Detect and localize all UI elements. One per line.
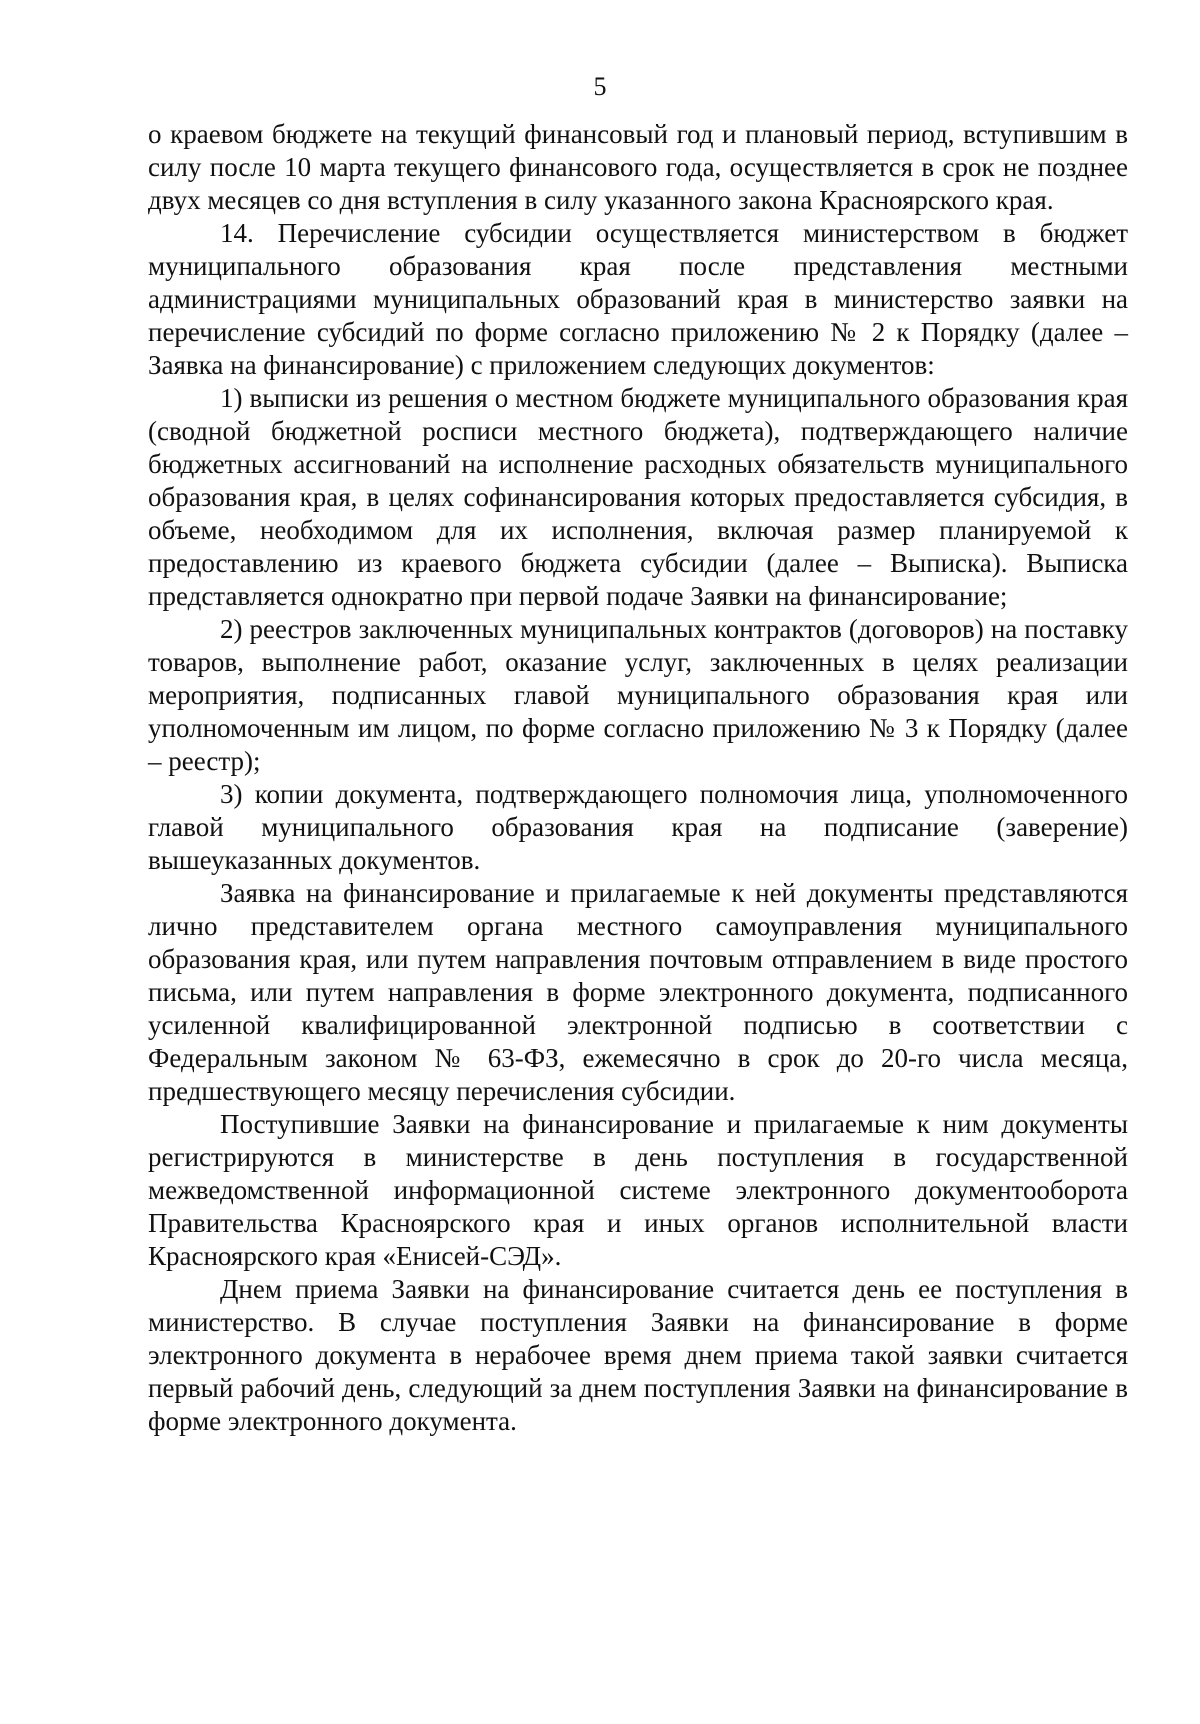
paragraph-submission: Заявка на финансирование и прилагаемые к ней документы представляются лично представителем органа местного самоуправления муниципального образования края, или путем направления почтовым отправлением в виде простого письма, или путем направления в форме электронного документа, подписанного усиленной квалифицированной электронной подписью в соответствии с Федеральным законом № 63-ФЗ, ежемесячно в срок до 20-го числа месяца, предшествующего месяцу перечисления субсидии. <box>148 878 1128 1106</box>
paragraph-subitem-3: 3) копии документа, подтверждающего полномочия лица, уполномоченного главой муниципального образования края на подписание (заверение) вышеуказанных документов. <box>148 779 1128 875</box>
document-body <box>148 118 1128 1438</box>
paragraph-subitem-1: 1) выписки из решения о местном бюджете муниципального образования края (сводной бюджетной росписи местного бюджета), подтверждающего наличие бюджетных ассигнований на исполнение расходных обязательств муниципального образования края, в целях софинансирования которых предоставляется субсидия, в объеме, необходимом для их исполнения, включая размер планируемой к предоставлению из краевого бюджета субсидии (далее – Выписка). Выписка представляется однократно при первой подаче Заявки на финансирование; <box>148 383 1128 611</box>
paragraph-reception-date: Днем приема Заявки на финансирование считается день ее поступления в министерство. В случае поступления Заявки на финансирование в форме электронного документа в нерабочее время днем приема такой заявки считается первый рабочий день, следующий за днем поступления Заявки на финансирование в форме электронного документа. <box>148 1274 1128 1436</box>
paragraph-subitem-2: 2) реестров заключенных муниципальных контрактов (договоров) на поставку товаров, выполнение работ, оказание услуг, заключенных в целях реализации мероприятия, подписанных главой муниципального образования края или уполномоченным им лицом, по форме согласно приложению № 3 к Порядку (далее – реестр); <box>148 614 1128 776</box>
paragraph-item-14: 14. Перечисление субсидии осуществляется министерством в бюджет муниципального образования края после представления местными администрациями муниципальных образований края в министерство заявки на перечисление субсидий по форме согласно приложению № 2 к Порядку (далее – Заявка на финансирование) с приложением следующих документов: <box>148 218 1128 380</box>
paragraph-registration: Поступившие Заявки на финансирование и прилагаемые к ним документы регистрируются в министерстве в день поступления в государственной межведомственной информационной системе электронного документооборота Правительства Красноярского края и иных органов исполнительной власти Красноярского края «Енисей-СЭД». <box>148 1109 1128 1271</box>
paragraph-continuation: о краевом бюджете на текущий финансовый год и плановый период, вступившим в силу после 10 марта текущего финансового года, осуществляется в срок не позднее двух месяцев со дня вступления в силу указанного закона Красноярского края. <box>148 119 1128 215</box>
page-number: 5 <box>593 72 607 101</box>
